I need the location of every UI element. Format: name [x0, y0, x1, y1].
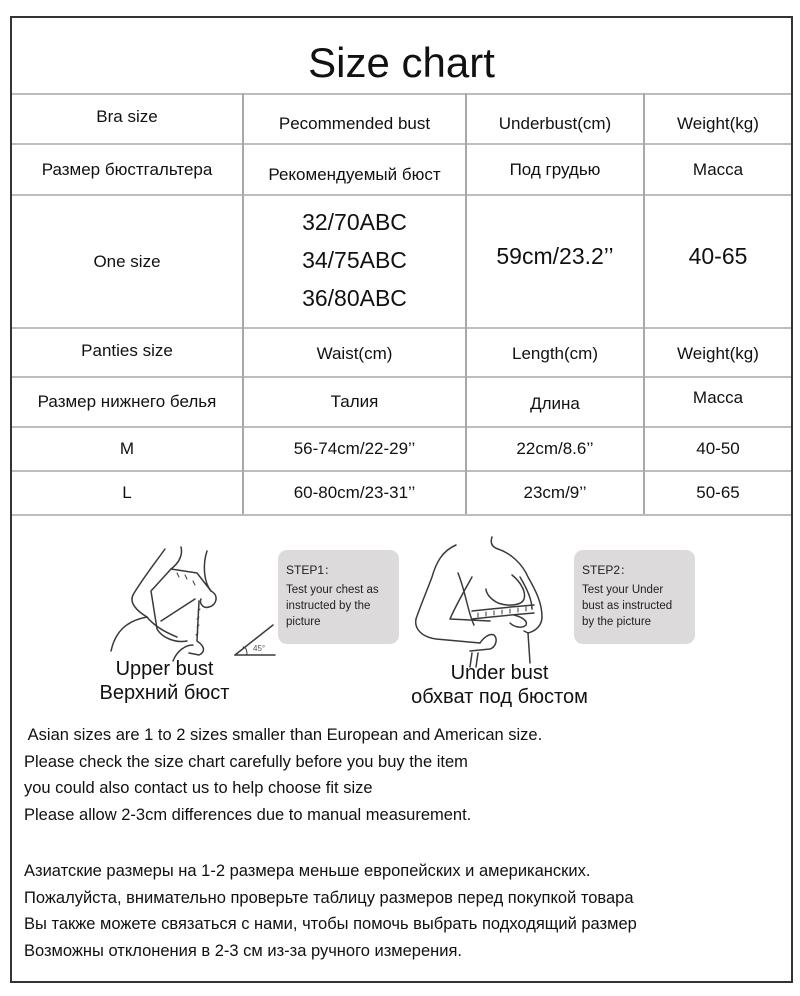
- recommended-bust-value: 36/80ABC: [302, 285, 407, 311]
- step2-box: [574, 550, 695, 644]
- header-weight-ru: Масса: [692, 388, 744, 407]
- step1-box: [278, 550, 399, 644]
- weight-value: 50-65: [696, 483, 740, 502]
- upper-bust-caption-ru: Верхний бюст: [99, 682, 230, 704]
- upper-bust-illustration-icon: [107, 533, 277, 663]
- header-underbust-ru: Под грудью: [509, 159, 601, 179]
- header-panties-size: Panties size: [81, 340, 173, 360]
- weight-value: 40-65: [688, 242, 748, 269]
- page-title: Size chart: [308, 38, 495, 86]
- length-value: 22cm/8.6’’: [516, 439, 594, 458]
- upper-bust-caption-en: Upper bust: [115, 658, 214, 680]
- step2-text: Test your Under bust as instructed by the picture: [582, 584, 673, 628]
- weight-value: 40-50: [696, 439, 740, 458]
- panties-size-value: M: [119, 439, 135, 458]
- note-line: Asian sizes are 1 to 2 sizes smaller than European and American size.: [24, 726, 543, 744]
- under-bust-caption-en: Under bust: [450, 662, 549, 684]
- note-line: Вы также можете связаться с нами, чтобы помочь выбрать подходящий размер: [24, 915, 637, 933]
- upper-bust-caption: [92, 657, 237, 705]
- header-panties-size-ru: Размер нижнего белья: [37, 392, 217, 411]
- header-recommended-bust-ru: Рекомендуемый бюст: [268, 164, 441, 184]
- header-length-ru: Длина: [530, 394, 580, 413]
- step1-title: STEP1：: [286, 563, 337, 577]
- underbust-value: 59cm/23.2’’: [496, 242, 614, 269]
- header-bra-size-ru: Размер бюстгальтера: [41, 159, 213, 179]
- notes-en: [24, 722, 542, 828]
- header-weight-ru: Масса: [692, 159, 744, 179]
- length-value: 23cm/9’’: [523, 483, 587, 502]
- step1-text: Test your chest as instructed by the picture: [286, 584, 379, 628]
- under-bust-caption: [392, 661, 607, 709]
- note-line: Please check the size chart carefully before you buy the item: [24, 752, 468, 771]
- notes-ru: [24, 858, 637, 964]
- waist-value: 56-74cm/22-29’’: [293, 439, 416, 458]
- step2-title: STEP2：: [582, 563, 633, 577]
- svg-text:45°: 45°: [253, 644, 266, 653]
- under-bust-caption-ru: обхват под бюстом: [411, 686, 588, 708]
- size-chart-frame: [10, 16, 793, 983]
- recommended-bust-value: 32/70ABC: [302, 209, 407, 235]
- note-line: Возможны отклонения в 2-3 см из-за ручного измерения.: [24, 941, 462, 960]
- note-line: Please allow 2-3cm differences due to manual measurement.: [24, 805, 472, 824]
- divider: [12, 514, 791, 516]
- header-weight: Weight(kg): [677, 343, 759, 363]
- header-waist: Waist(cm): [316, 343, 393, 363]
- bra-size-value: One size: [93, 251, 161, 271]
- header-length: Length(cm): [512, 343, 598, 363]
- note-line: Азиатские размеры на 1-2 размера меньше европейских и американских.: [24, 862, 591, 880]
- waist-value: 60-80cm/23-31’’: [293, 483, 416, 502]
- header-underbust: Underbust(cm): [498, 114, 612, 133]
- note-line: Пожалуйста, внимательно проверьте таблицу размеров перед покупкой товара: [24, 888, 634, 907]
- recommended-bust-values: [244, 203, 465, 317]
- header-bra-size: Bra size: [96, 107, 158, 126]
- header-waist-ru: Талия: [330, 392, 379, 411]
- recommended-bust-value: 34/75ABC: [302, 247, 407, 273]
- panties-size-value: L: [122, 483, 132, 502]
- header-weight: Weight(kg): [677, 114, 759, 133]
- under-bust-illustration-icon: [410, 533, 580, 668]
- header-recommended-bust: Pecommended bust: [278, 114, 431, 133]
- note-line: you could also contact us to help choose fit size: [24, 779, 373, 797]
